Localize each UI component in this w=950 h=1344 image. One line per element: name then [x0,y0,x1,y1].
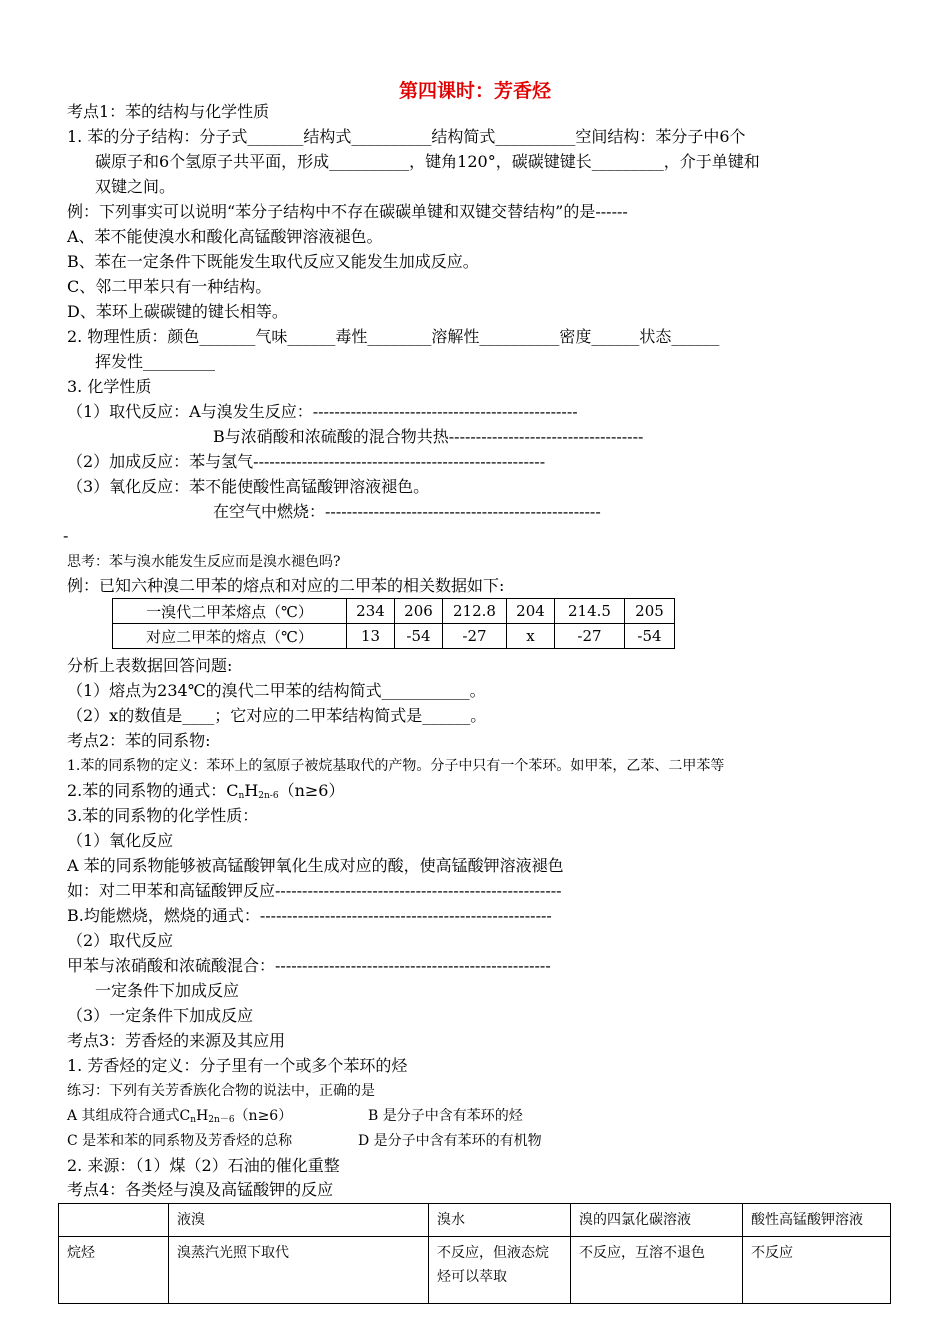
formula-subscript: n [190,1115,197,1125]
melting-point-table [112,598,675,649]
text-line: 甲苯与浓硝酸和浓硫酸混合：--------------------------------------------------- [67,956,551,975]
text-line: （3）一定条件下加成反应 [67,1006,254,1025]
text-line: 挥发性_________ [95,352,216,371]
text-line: 3.苯的同系物的化学性质： [67,806,259,825]
table-cell: 214.5 [555,599,625,624]
table-header-cell: 液溴 [169,1204,429,1237]
formula-subscript: 2n－6 [208,1115,235,1125]
formula-text: （n≥6） [278,781,345,800]
text-line: 一定条件下加成反应 [95,981,240,1000]
table-cell: 234 [347,599,395,624]
table-cell: 13 [347,624,395,649]
table-header-cell: 溴水 [429,1204,571,1237]
text-line: 在空气中燃烧：--------------------------------------------------- [213,502,601,521]
text-line: 如：对二甲苯和高锰酸钾反应----------------------------------------------------- [67,881,562,900]
practice-option-b: B 是分子中含有苯环的烃 [368,1108,523,1124]
table-cell: -54 [625,624,675,649]
table-row [59,1237,891,1304]
table-cell: -27 [443,624,507,649]
table-header-cell: 溴的四氯化碳溶液 [571,1204,743,1237]
table-cell: 205 [625,599,675,624]
practice-option-a [67,1106,292,1130]
text-line: （1）取代反应：A与溴发生反应：------------------------------------------------- [67,402,578,421]
table-cell: 溴蒸汽光照下取代 [169,1237,429,1304]
text-line: - [63,526,69,545]
text-line: 碳原子和6个氢原子共平面，形成__________，键角120°，碳碳键键长_________，介于单键和 [95,152,760,171]
option-a: A、苯不能使溴水和酸化高锰酸钾溶液褪色。 [67,227,383,246]
table-cell: -54 [395,624,443,649]
text-line: （2）取代反应 [67,931,174,950]
formula-text: （n≥6） [234,1108,293,1124]
table-cell: 212.8 [443,599,507,624]
formula-text: H [244,781,259,800]
text-line: （2）x的数值是____；它对应的二甲苯结构简式是______。 [67,706,487,725]
section-heading-4: 考点4：各类烃与溴及高锰酸钾的反应 [67,1180,334,1199]
practice-option-d: D 是分子中含有苯环的有机物 [358,1133,542,1149]
text-line: B.均能燃烧，燃烧的通式：------------------------------------------------------ [67,906,552,925]
reaction-table [58,1203,891,1304]
table-cell: 206 [395,599,443,624]
example-question: 例：已知六种溴二甲苯的熔点和对应的二甲苯的相关数据如下: [67,576,505,595]
text-line: （2）加成反应：苯与氢气------------------------------------------------------ [67,452,546,471]
text-line: （1）氧化反应 [67,831,174,850]
formula-subscript: 2n-6 [258,791,279,801]
practice-option-c: C 是苯和苯的同系物及芳香烃的总称 [67,1133,293,1149]
table-cell: 一溴代二甲苯熔点（℃） [113,599,347,624]
formula-text: A 其组成符合通式C [67,1108,191,1124]
option-b: B、苯在一定条件下既能发生取代反应又能发生加成反应。 [67,252,479,271]
text-line: A 苯的同系物能够被高锰酸钾氧化生成对应的酸，使高锰酸钾溶液褪色 [67,856,564,875]
table-header-cell [59,1204,169,1237]
text-line: 1. 芳香烃的定义：分子里有一个或多个苯环的烃 [67,1056,408,1075]
text-line: （1）熔点为234℃的溴代二甲苯的结构简式___________。 [67,681,486,700]
text-line: B与浓硝酸和浓硫酸的混合物共热------------------------------------ [213,427,644,446]
text-line: 双键之间。 [95,177,176,196]
text-line: 2. 来源：（1）煤（2）石油的催化重整 [67,1156,340,1175]
formula-text: H [196,1108,209,1124]
text-line: 3. 化学性质 [67,377,152,396]
table-cell: 不反应 [743,1237,891,1304]
think-question: 思考：苯与溴水能发生反应而是溴水褪色吗? [67,554,341,570]
table-cell: 不反应，互溶不退色 [571,1237,743,1304]
table-cell: 204 [507,599,555,624]
table-cell: 烷烃 [59,1237,169,1304]
table-cell: 对应二甲苯的熔点（℃） [113,624,347,649]
section-heading-1: 考点1：苯的结构与化学性质 [67,102,270,121]
option-c: C、邻二甲苯只有一种结构。 [67,277,272,296]
general-formula [67,781,344,806]
section-heading-3: 考点3：芳香烃的来源及其应用 [67,1031,286,1050]
table-header-cell: 酸性高锰酸钾溶液 [743,1204,891,1237]
table-cell: -27 [555,624,625,649]
table-row [113,624,675,649]
section-heading-2: 考点2：苯的同系物: [67,731,211,750]
table-header-row [59,1204,891,1237]
practice-question: 练习：下列有关芳香族化合物的说法中，正确的是 [67,1083,375,1099]
example-question: 例：下列事实可以说明“苯分子结构中不存在碳碳单键和双键交替结构”的是------ [67,202,628,221]
formula-text: 2.苯的同系物的通式：C [67,781,239,800]
page-title: 第四课时：芳香烃 [398,80,551,102]
table-cell: x [507,624,555,649]
option-d: D、苯环上碳碳键的键长相等。 [67,302,288,321]
text-line: 2. 物理性质：颜色_______气味______毒性________溶解性__________密度______状态______ [67,327,720,346]
text-line: 1.苯的同系物的定义：苯环上的氢原子被烷基取代的产物。分子中只有一个苯环。如甲苯，乙苯、二甲苯等 [67,758,725,774]
text-line: 分析上表数据回答问题: [67,656,233,675]
table-cell: 不反应，但液态烷烃可以萃取 [429,1237,571,1304]
formula-subscript: n [238,791,245,801]
table-row [113,599,675,624]
text-line: （3）氧化反应：苯不能使酸性高锰酸钾溶液褪色。 [67,477,430,496]
text-line: 1. 苯的分子结构：分子式_______结构式__________结构简式__________空间结构：苯分子中6个 [67,127,746,146]
